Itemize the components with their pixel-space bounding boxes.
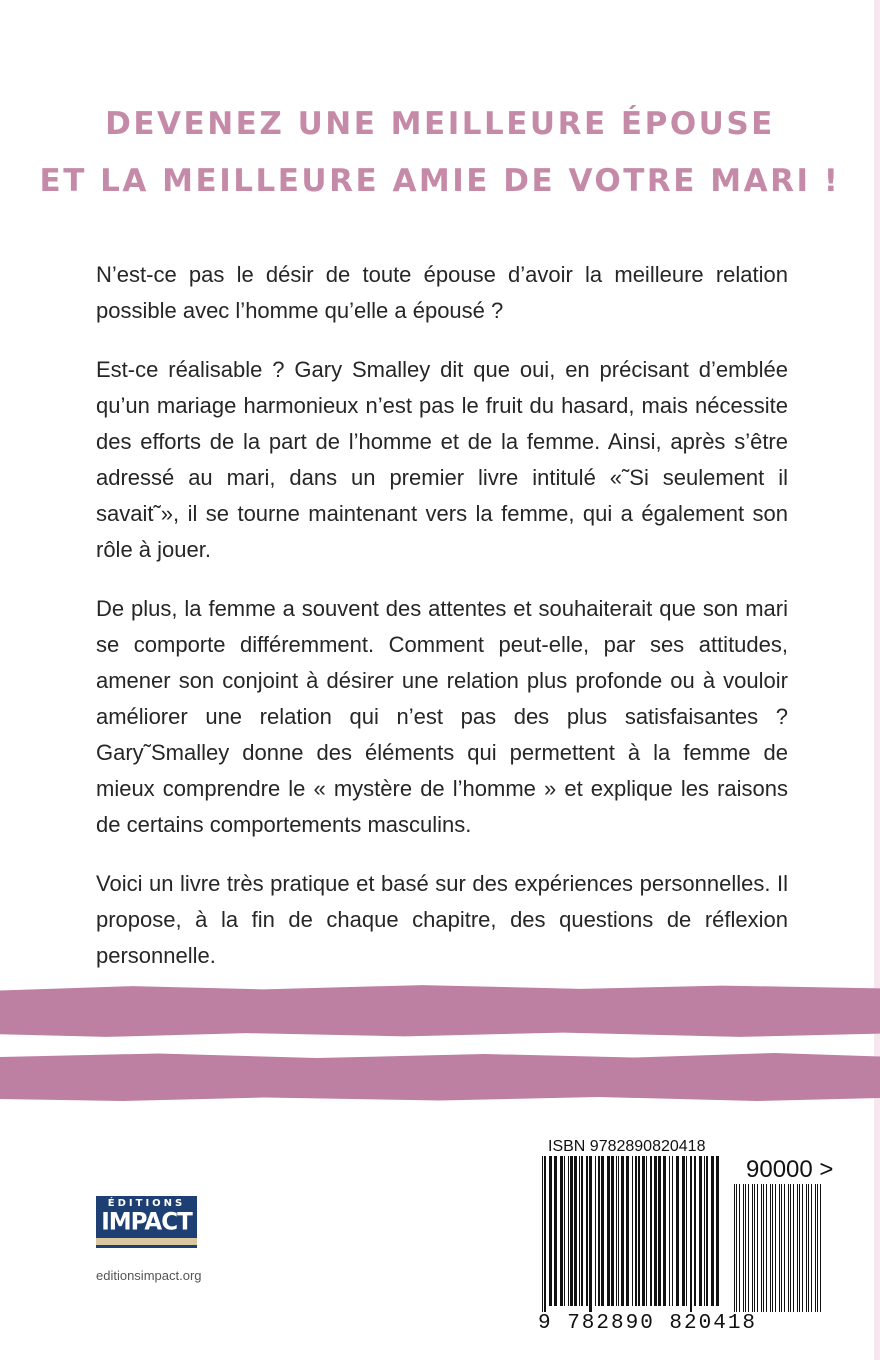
publisher-logo bbox=[96, 1196, 197, 1248]
barcode-bar bbox=[616, 1156, 617, 1306]
barcode-bar bbox=[779, 1184, 780, 1312]
decorative-stripe-top bbox=[0, 984, 880, 1038]
barcode-bar bbox=[766, 1184, 767, 1312]
barcode-bar bbox=[638, 1156, 640, 1306]
barcode-bar bbox=[808, 1184, 809, 1312]
barcode-bar bbox=[669, 1156, 670, 1306]
barcode-bar bbox=[752, 1184, 753, 1312]
barcode-bar bbox=[699, 1156, 702, 1306]
barcode-bar bbox=[781, 1184, 782, 1312]
paragraph-3: De plus, la femme a souvent des attentes et souhaiterait que son mari se comporte différemment. Comment peut-elle, par ses attitudes, amener son conjoint à désirer une relation plus profonde ou à vouloir améliorer une relation qui n’est pas des plus satisfaisantes ? Gary˜Smalley donne des éléments qui permettent à la femme de mieux comprendre le « mystère de l’homme » et explique les raisons de certains comportements masculins. bbox=[96, 596, 788, 837]
barcode-bar bbox=[790, 1184, 791, 1312]
price-barcode bbox=[732, 1184, 828, 1312]
logo-band bbox=[96, 1238, 197, 1245]
barcode-bar bbox=[601, 1156, 604, 1306]
barcode-bar bbox=[686, 1156, 687, 1306]
barcode-bar bbox=[704, 1156, 705, 1306]
barcode-bar bbox=[579, 1156, 580, 1306]
barcode-bar bbox=[694, 1156, 696, 1306]
barcode-bar bbox=[672, 1156, 673, 1306]
barcode-bar bbox=[745, 1184, 746, 1312]
barcode-bar bbox=[793, 1184, 794, 1312]
barcode-bar bbox=[736, 1184, 737, 1312]
barcode-bar bbox=[560, 1156, 563, 1306]
headline-line-1: DEVENEZ UNE MEILLEURE ÉPOUSE bbox=[105, 106, 775, 142]
barcode-bar bbox=[626, 1156, 629, 1306]
barcode-bar bbox=[820, 1184, 821, 1312]
barcode-bar bbox=[799, 1184, 800, 1312]
barcode-bar bbox=[788, 1184, 789, 1312]
barcode-digits: 9 782890 820418 bbox=[538, 1312, 758, 1335]
barcode-bar bbox=[618, 1156, 619, 1306]
paragraph-1: N’est-ce pas le désir de toute épouse d’avoir la meilleure relation possible avec l’homme qu’elle a épousé ? bbox=[96, 262, 788, 323]
barcode-bar bbox=[642, 1156, 645, 1306]
barcode-bar bbox=[663, 1156, 666, 1306]
price-code: 90000 > bbox=[746, 1156, 834, 1183]
barcode-bar bbox=[611, 1156, 614, 1306]
barcode-bar bbox=[690, 1156, 692, 1312]
logo-top-text: ÉDITIONS bbox=[107, 1198, 186, 1209]
barcode-bar bbox=[564, 1156, 565, 1306]
barcode-bar bbox=[770, 1184, 771, 1312]
barcode-bar bbox=[621, 1156, 624, 1306]
barcode-bar bbox=[654, 1156, 657, 1306]
barcode-bar bbox=[743, 1184, 744, 1312]
barcode-bar bbox=[682, 1156, 685, 1306]
barcode-bar bbox=[757, 1184, 758, 1312]
barcode-bar bbox=[754, 1184, 755, 1312]
barcode-bar bbox=[658, 1156, 661, 1306]
barcode-bar bbox=[711, 1156, 714, 1306]
headline-line-2: ET LA MEILLEURE AMIE DE VOTRE MARI ! bbox=[39, 163, 841, 199]
decorative-stripe-bottom bbox=[0, 1052, 880, 1102]
barcode-bar bbox=[570, 1156, 573, 1306]
barcode-bar bbox=[646, 1156, 647, 1306]
barcode-bar bbox=[574, 1156, 577, 1306]
barcode-bar bbox=[763, 1184, 764, 1312]
barcode-bar bbox=[632, 1156, 633, 1306]
barcode-bar bbox=[772, 1184, 773, 1312]
barcode-bar bbox=[676, 1156, 679, 1306]
barcode-bar bbox=[544, 1156, 546, 1312]
isbn-barcode bbox=[540, 1156, 726, 1312]
barcode-bar bbox=[775, 1184, 776, 1312]
barcode-bar bbox=[748, 1184, 749, 1312]
isbn-label: ISBN 9782890820418 bbox=[548, 1138, 706, 1155]
barcode-bar bbox=[734, 1184, 735, 1312]
barcode-bar bbox=[706, 1156, 708, 1306]
barcode-bar bbox=[607, 1156, 610, 1306]
page-edge bbox=[874, 0, 880, 1360]
barcode-bar bbox=[635, 1156, 637, 1306]
barcode-bar bbox=[586, 1156, 588, 1306]
barcode-bar bbox=[650, 1156, 652, 1306]
barcode-bar bbox=[811, 1184, 812, 1312]
barcode-bar bbox=[761, 1184, 762, 1312]
barcode-bar bbox=[817, 1184, 818, 1312]
back-cover-text bbox=[96, 257, 788, 997]
barcode-bar bbox=[716, 1156, 719, 1306]
barcode-bar bbox=[581, 1156, 583, 1306]
barcode-bar bbox=[568, 1156, 569, 1306]
barcode-bar bbox=[598, 1156, 600, 1306]
barcode-bar bbox=[595, 1156, 596, 1306]
barcode-bar bbox=[784, 1184, 785, 1312]
barcode-bar bbox=[815, 1184, 816, 1312]
barcode-bar bbox=[549, 1156, 552, 1306]
barcode-bar bbox=[797, 1184, 798, 1312]
barcode-bar bbox=[554, 1156, 557, 1306]
paragraph-4: Voici un livre très pratique et basé sur des expériences personnelles. Il propose, à la fin de chaque chapitre, des questions de réflexion personnelle. bbox=[96, 871, 788, 968]
barcode-bar bbox=[802, 1184, 803, 1312]
barcode-bar bbox=[542, 1156, 543, 1312]
publisher-url: editionsimpact.org bbox=[96, 1268, 202, 1283]
barcode-bar bbox=[739, 1184, 740, 1312]
logo-main-text: IMPACT bbox=[101, 1208, 192, 1236]
barcode-bar bbox=[589, 1156, 592, 1312]
paragraph-2: Est-ce réalisable ? Gary Smalley dit que oui, en précisant d’emblée qu’un mariage harmonieux n’est pas le fruit du hasard, mais nécessite des efforts de la part de l’homme et de la femme. Ainsi, après s’être adressé au mari, dans un premier livre intitulé «˜Si seulement il savait˜», il se tourne maintenant vers la femme, qui a également son rôle à jouer. bbox=[96, 357, 788, 562]
barcode-bar bbox=[806, 1184, 807, 1312]
